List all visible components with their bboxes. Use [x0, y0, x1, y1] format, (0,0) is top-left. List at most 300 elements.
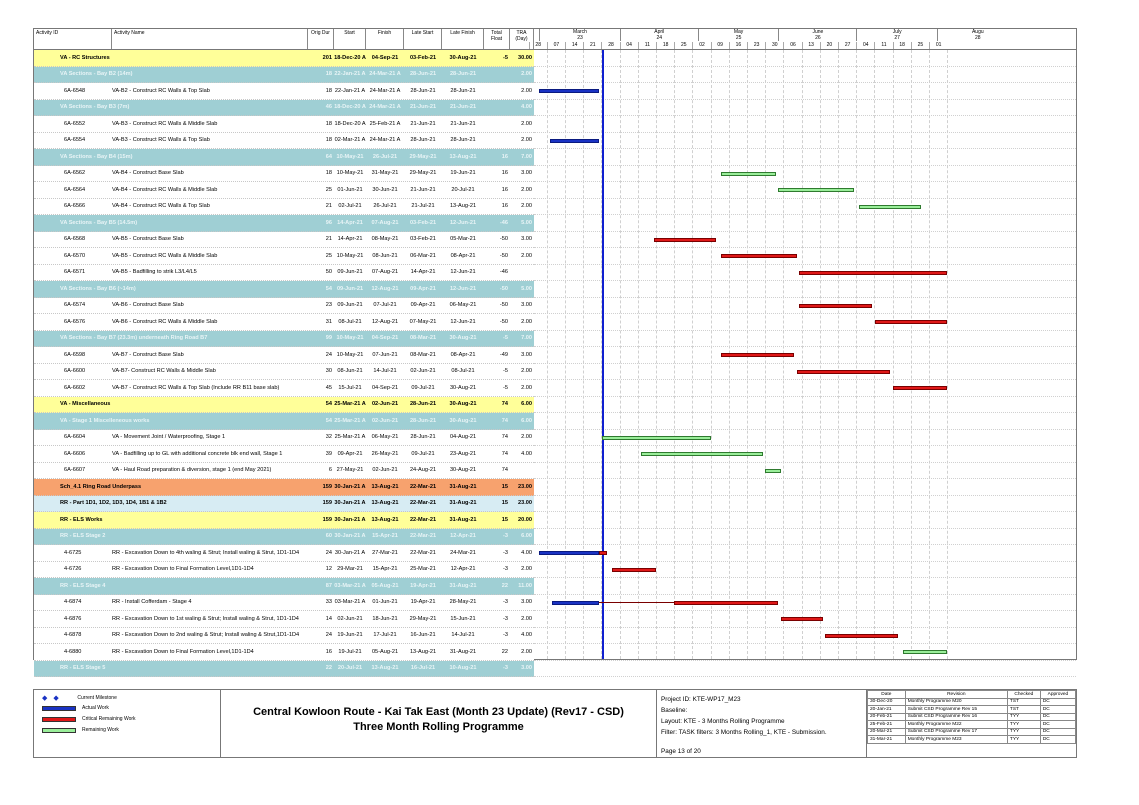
critical-swatch-icon — [42, 717, 76, 722]
project-info — [657, 690, 867, 757]
revision-cell: DC — [1040, 721, 1075, 729]
cell-tf: -3 — [503, 533, 508, 540]
cell-dur: 24 — [325, 632, 332, 639]
activity-row[interactable] — [34, 430, 534, 447]
cell-start: 10-May-21 — [336, 335, 364, 342]
cell-start: 09-Jun-21 — [337, 269, 363, 276]
wbs-summary-row[interactable] — [34, 479, 534, 496]
activity-row[interactable] — [34, 182, 534, 199]
critical-bar[interactable] — [721, 353, 794, 357]
cell-start: 22-Jan-21 A — [334, 71, 366, 78]
gantt-row — [534, 545, 1076, 562]
gantt-row — [534, 67, 1076, 84]
cell-tf: -3 — [503, 632, 508, 639]
wbs-summary-row[interactable] — [34, 512, 534, 529]
cell-name: VA - Haul Road preparation & diversion, stage 1 (end May 2021) — [112, 467, 272, 474]
critical-bar[interactable] — [599, 551, 607, 555]
cell-start: 30-Jan-21 A — [334, 500, 366, 507]
cell-lf: 08-Jul-21 — [451, 368, 475, 375]
cell-start: 10-May-21 — [336, 153, 364, 160]
cell-dur: 54 — [325, 417, 332, 424]
week-label: 25 — [911, 42, 929, 49]
week-label: 04 — [856, 42, 874, 49]
cell-start: 22-Jan-21 A — [334, 87, 366, 94]
critical-bar[interactable] — [799, 271, 947, 275]
cell-id: Sch_4.1 Ring Road Underpass — [60, 483, 142, 490]
cell-dur: 87 — [325, 582, 332, 589]
col-total-float[interactable]: Total Float — [484, 29, 510, 49]
cell-start: 14-Apr-21 — [337, 236, 363, 243]
cell-tra: 2.00 — [521, 615, 532, 622]
thin-bar[interactable] — [599, 602, 674, 603]
week-label: 06 — [783, 42, 801, 49]
layout-name: Layout: KTE - 3 Months Rolling Programme — [661, 718, 785, 725]
revision-cell: 30-Dec-20 — [868, 698, 906, 706]
cell-finish: 05-Aug-21 — [371, 648, 399, 655]
legend-remaining — [42, 727, 119, 733]
revision-row — [868, 728, 1076, 736]
cell-lf: 30-Aug-21 — [449, 335, 477, 342]
cell-tra: 2.00 — [521, 186, 532, 193]
cell-id: 6A-6554 — [64, 137, 86, 144]
activity-row[interactable] — [34, 265, 534, 282]
cell-dur: 22 — [325, 665, 332, 672]
cell-name: VA-B3 - Construct RC Walls & Top Slab — [112, 137, 210, 144]
activity-row[interactable] — [34, 199, 534, 216]
critical-bar[interactable] — [674, 601, 778, 605]
cell-finish: 01-Jun-21 — [372, 599, 398, 606]
cell-name: VA-B2 - Construct RC Walls & Top Slab — [112, 87, 210, 94]
cell-ls: 28-Jun-21 — [410, 434, 436, 441]
cell-finish: 15-Apr-21 — [372, 566, 398, 573]
gantt-row — [534, 347, 1076, 364]
cell-start: 18-Dec-20 A — [334, 54, 366, 61]
month-label: March — [539, 29, 620, 35]
cell-start: 29-Mar-21 — [337, 566, 363, 573]
cell-lf: 15-Jun-21 — [450, 615, 476, 622]
cell-id: 6A-6602 — [64, 384, 86, 391]
cell-id: 6A-6598 — [64, 351, 86, 358]
cell-lf: 12-Jun-21 — [449, 285, 477, 292]
actual-bar[interactable] — [539, 89, 599, 93]
cell-dur: 18 — [325, 87, 332, 94]
wbs-summary-row[interactable] — [34, 100, 534, 117]
cell-name: VA-B3 - Construct RC Walls & Middle Slab — [112, 120, 218, 127]
cell-lf: 12-Jun-21 — [449, 219, 477, 226]
cell-lf: 14-Jul-21 — [451, 632, 475, 639]
cell-id: RR - ELS Stage 4 — [60, 582, 106, 589]
gantt-row — [534, 529, 1076, 546]
critical-bar[interactable] — [797, 370, 891, 374]
revision-cell: TYY — [1007, 721, 1040, 729]
activity-row[interactable] — [34, 644, 534, 661]
cell-finish: 07-Jul-21 — [373, 302, 397, 309]
activity-row[interactable] — [34, 298, 534, 315]
revision-cell: DC — [1040, 736, 1075, 744]
gantt-row — [534, 133, 1076, 150]
cell-dur: 159 — [322, 516, 332, 523]
cell-name: RR - Install Cofferdam - Stage 4 — [112, 599, 192, 606]
cell-lf: 31-Aug-21 — [449, 648, 477, 655]
cell-finish: 02-Jun-21 — [371, 401, 399, 408]
activity-row[interactable] — [34, 463, 534, 480]
baseline: Baseline: — [661, 707, 688, 714]
cell-tf — [484, 133, 508, 149]
cell-dur: 21 — [325, 236, 332, 243]
cell-dur: 12 — [325, 566, 332, 573]
cell-id: 4-6880 — [64, 648, 82, 655]
revision-cell: TYY — [1007, 713, 1040, 721]
cell-id: 6A-6552 — [64, 120, 86, 127]
col-late-finish[interactable]: Late Finish — [442, 29, 484, 49]
gantt-row — [534, 512, 1076, 529]
remaining-bar[interactable] — [765, 469, 781, 473]
revision-cell: TYY — [1007, 728, 1040, 736]
activity-row[interactable] — [34, 166, 534, 183]
cell-tf: -46 — [499, 219, 508, 226]
cell-ls: 07-May-21 — [409, 318, 437, 325]
remaining-bar[interactable] — [641, 452, 763, 456]
critical-bar[interactable] — [612, 568, 656, 572]
cell-finish: 06-May-21 — [371, 434, 399, 441]
cell-name: VA-B4 - Construct Base Slab — [112, 170, 184, 177]
cell-dur: 99 — [325, 335, 332, 342]
wbs-summary-row[interactable] — [34, 578, 534, 595]
gantt-row — [534, 281, 1076, 298]
cell-tf: 74 — [501, 401, 508, 408]
cell-tf: 16 — [501, 203, 508, 210]
remaining-bar[interactable] — [721, 172, 776, 176]
cell-finish: 05-Aug-21 — [371, 582, 399, 589]
wbs-summary-row[interactable] — [34, 215, 534, 232]
wbs-summary-row[interactable] — [34, 529, 534, 546]
title-section — [221, 690, 657, 757]
activity-row[interactable] — [34, 347, 534, 364]
cell-tf — [484, 83, 508, 99]
week-label: 21 — [583, 42, 601, 49]
week-label: 16 — [729, 42, 747, 49]
cell-tf: -5 — [503, 335, 508, 342]
cell-tra: 23.00 — [518, 483, 532, 490]
week-label: 28 — [601, 42, 619, 49]
col-activity-name[interactable]: Activity Name — [112, 29, 308, 49]
revision-header-row — [868, 691, 1076, 699]
gantt-row — [534, 463, 1076, 480]
wbs-summary-row[interactable] — [34, 496, 534, 513]
cell-ls: 21-Jul-21 — [411, 203, 435, 210]
cell-finish: 17-Jul-21 — [373, 632, 397, 639]
cell-lf: 08-Apr-21 — [450, 252, 476, 259]
revision-cell: Submit CSD Programme Rev 16 — [905, 713, 1007, 721]
activity-row[interactable] — [34, 83, 534, 100]
week-label: 27 — [838, 42, 856, 49]
cell-start: 19-Jun-21 — [337, 632, 363, 639]
legend-actual-label: Actual Work — [82, 705, 109, 711]
cell-ls: 09-Apr-21 — [410, 285, 436, 292]
activity-row[interactable] — [34, 232, 534, 249]
activity-row[interactable] — [34, 611, 534, 628]
cell-tf: 15 — [501, 500, 508, 507]
activity-row[interactable] — [34, 248, 534, 265]
activity-row[interactable] — [34, 595, 534, 612]
cell-tra — [510, 265, 532, 281]
cell-tf: -49 — [499, 351, 508, 358]
cell-tra: 3.00 — [521, 302, 532, 309]
cell-tf: 74 — [501, 467, 508, 474]
data-date-line — [602, 50, 604, 659]
cell-dur: 14 — [325, 615, 332, 622]
cell-id: RR - ELS Stage 2 — [60, 533, 106, 540]
activity-row[interactable] — [34, 364, 534, 381]
critical-bar[interactable] — [825, 634, 898, 638]
cell-ls: 29-May-21 — [409, 170, 437, 177]
project-id: Project ID: KTE-WP17_M23 — [661, 696, 741, 703]
gantt-row — [534, 83, 1076, 100]
cell-name: RR - Excavation Down to 4th waling & Strut; Install waling & Strut, 1D1-1D4 — [112, 549, 300, 556]
cell-start: 02-Jun-21 — [337, 615, 363, 622]
week-label: 20 — [820, 42, 838, 49]
gantt-row — [534, 314, 1076, 331]
cell-name: RR - Excavation Down to 2nd waling & Strut; Install waling & Strut,1D1-1D4 — [112, 632, 300, 639]
cell-lf: 19-Jun-21 — [450, 170, 476, 177]
cell-ls: 08-Mar-21 — [410, 351, 436, 358]
activity-row[interactable] — [34, 446, 534, 463]
revision-cell: TST — [1007, 706, 1040, 714]
gantt-row — [534, 397, 1076, 414]
cell-ls: 29-May-21 — [409, 153, 437, 160]
critical-bar[interactable] — [875, 320, 948, 324]
week-label: 14 — [565, 42, 583, 49]
cell-dur: 50 — [325, 269, 332, 276]
cell-tra: 2.00 — [521, 203, 532, 210]
cell-tra: 2.00 — [521, 87, 532, 94]
cell-id: 6A-6548 — [64, 87, 86, 94]
cell-ls: 09-Apr-21 — [410, 302, 436, 309]
month-label: Augu — [937, 29, 1018, 35]
revision-cell: 20-Mar-21 — [868, 728, 906, 736]
gantt-row — [534, 479, 1076, 496]
cell-dur: 159 — [322, 500, 332, 507]
remaining-bar[interactable] — [602, 436, 711, 440]
activity-row[interactable] — [34, 545, 534, 562]
project-subtitle: Three Month Rolling Programme — [353, 721, 524, 733]
cell-start: 30-Jan-21 A — [334, 516, 366, 523]
col-late-start[interactable]: Late Start — [404, 29, 442, 49]
gantt-row — [534, 149, 1076, 166]
cell-tf: 16 — [501, 186, 508, 193]
revision-cell: 31-Mar-21 — [868, 736, 906, 744]
legend-critical — [42, 716, 136, 722]
cell-start: 19-Jul-21 — [338, 648, 362, 655]
remaining-bar[interactable] — [859, 205, 921, 209]
cell-name: VA-B5 - Construct RC Walls & Middle Slab — [112, 252, 218, 259]
gantt-row — [534, 248, 1076, 265]
cell-tf: 74 — [501, 434, 508, 441]
cell-lf: 31-Aug-21 — [449, 500, 477, 507]
col-start[interactable]: Start — [334, 29, 366, 49]
gantt-row — [534, 446, 1076, 463]
cell-lf: 12-Jun-21 — [450, 318, 476, 325]
gantt-row — [534, 215, 1076, 232]
cell-tra: 5.00 — [521, 285, 532, 292]
actual-bar[interactable] — [552, 601, 599, 605]
month-number: 27 — [856, 35, 937, 41]
revision-row — [868, 736, 1076, 744]
cell-dur: 21 — [325, 203, 332, 210]
activity-row[interactable] — [34, 314, 534, 331]
wbs-summary-row[interactable] — [34, 50, 534, 67]
cell-start: 10-May-21 — [336, 170, 364, 177]
revision-header-cell: Approved — [1040, 691, 1075, 699]
wbs-summary-row[interactable] — [34, 413, 534, 430]
cell-start: 02-Mar-21 A — [334, 137, 366, 144]
cell-finish: 25-Feb-21 A — [369, 120, 401, 127]
cell-id: 6A-6574 — [64, 302, 86, 309]
revision-cell: Monthly Programme M22 — [905, 721, 1007, 729]
cell-lf: 21-Jun-21 — [449, 104, 477, 111]
cell-tf: 22 — [501, 582, 508, 589]
cell-dur: 18 — [325, 71, 332, 78]
critical-bar[interactable] — [893, 386, 948, 390]
wbs-summary-row[interactable] — [34, 67, 534, 84]
remaining-bar[interactable] — [778, 188, 853, 192]
activity-row[interactable] — [34, 116, 534, 133]
cell-dur: 25 — [325, 252, 332, 259]
col-tra[interactable]: TRA (Day) — [510, 29, 534, 49]
cell-dur: 23 — [325, 302, 332, 309]
cell-finish: 24-Mar-21 A — [369, 71, 401, 78]
month-number: 24 — [620, 35, 698, 41]
revision-row — [868, 721, 1076, 729]
cell-id: 6A-6564 — [64, 186, 86, 193]
critical-bar[interactable] — [799, 304, 872, 308]
cell-tf — [484, 100, 508, 116]
cell-ls: 21-Jun-21 — [410, 186, 436, 193]
wbs-summary-row[interactable] — [34, 149, 534, 166]
activity-row[interactable] — [34, 133, 534, 150]
cell-finish: 13-Aug-21 — [371, 483, 399, 490]
cell-ls: 14-Apr-21 — [410, 269, 436, 276]
cell-ls: 22-Mar-21 — [409, 483, 437, 490]
cell-finish: 30-Jun-21 — [372, 186, 398, 193]
timescale — [534, 29, 1076, 49]
gantt-row — [534, 380, 1076, 397]
cell-start: 10-May-21 — [336, 252, 364, 259]
critical-bar[interactable] — [781, 617, 823, 621]
cell-dur: 201 — [322, 54, 332, 61]
gantt-row — [534, 232, 1076, 249]
gantt-row — [534, 166, 1076, 183]
cell-finish: 26-Jul-21 — [372, 153, 398, 160]
cell-lf: 28-Jun-21 — [450, 87, 476, 94]
cell-lf: 10-Aug-21 — [449, 665, 477, 672]
revision-header-cell: Checked — [1007, 691, 1040, 699]
cell-dur: 31 — [325, 318, 332, 325]
cell-id: 6A-6562 — [64, 170, 86, 177]
cell-lf: 13-Aug-21 — [449, 153, 477, 160]
cell-tra: 3.00 — [521, 351, 532, 358]
cell-dur: 33 — [325, 599, 332, 606]
wbs-summary-row[interactable] — [34, 397, 534, 414]
cell-name: VA-B6 - Construct Base Slab — [112, 302, 184, 309]
cell-ls: 28-Jun-21 — [410, 137, 436, 144]
legend-milestone — [42, 694, 117, 702]
cell-finish: 26-May-21 — [371, 450, 399, 457]
cell-lf: 30-Aug-21 — [449, 417, 477, 424]
cell-start: 09-Jun-21 — [336, 285, 364, 292]
week-label: 02 — [692, 42, 710, 49]
cell-finish: 31-May-21 — [371, 170, 399, 177]
col-orig-dur[interactable]: Orig Dur — [308, 29, 334, 49]
cell-lf: 28-Jun-21 — [449, 71, 477, 78]
cell-finish: 26-Jul-21 — [373, 203, 397, 210]
revision-header-cell: Date — [868, 691, 906, 699]
cell-dur: 54 — [325, 401, 332, 408]
remaining-bar[interactable] — [903, 650, 947, 654]
cell-finish: 02-Jun-21 — [372, 467, 398, 474]
cell-name: VA-B7- Construct RC Walls & Middle Slab — [112, 368, 216, 375]
cell-start: 02-Jul-21 — [338, 203, 362, 210]
activity-row[interactable] — [34, 380, 534, 397]
cell-lf: 20-Jul-21 — [451, 186, 475, 193]
cell-start: 30-Jan-21 A — [334, 533, 366, 540]
actual-bar[interactable] — [550, 139, 599, 143]
cell-tra: 2.00 — [521, 318, 532, 325]
cell-start: 18-Dec-20 A — [334, 104, 366, 111]
revision-cell: Submit CSD Programme Rev 17 — [905, 728, 1007, 736]
wbs-summary-row[interactable] — [34, 661, 534, 678]
cell-tra: 3.00 — [521, 170, 532, 177]
critical-bar[interactable] — [654, 238, 716, 242]
cell-finish: 24-Mar-21 A — [369, 87, 401, 94]
cell-ls: 29-May-21 — [409, 615, 437, 622]
wbs-summary-row[interactable] — [34, 331, 534, 348]
month-label: July — [856, 29, 937, 35]
actual-bar[interactable] — [539, 551, 599, 555]
cell-id: VA - Stage 1 Miscelleneous works — [60, 417, 150, 424]
cell-tf: -3 — [503, 566, 508, 573]
cell-start: 25-Mar-21 A — [334, 434, 366, 441]
cell-tf: -50 — [499, 318, 508, 325]
col-finish[interactable]: Finish — [366, 29, 404, 49]
cell-id: 6A-6604 — [64, 434, 86, 441]
activity-row[interactable] — [34, 562, 534, 579]
cell-ls: 06-Mar-21 — [410, 252, 436, 259]
cell-name: VA-B5 - Badfilling to strik L3/L4/L5 — [112, 269, 197, 276]
cell-start: 08-Jun-21 — [337, 368, 363, 375]
revision-cell: Monthly Programme M20 — [905, 698, 1007, 706]
cell-tra: 4.00 — [521, 450, 532, 457]
cell-lf: 24-Mar-21 — [450, 549, 476, 556]
wbs-summary-row[interactable] — [34, 281, 534, 298]
activity-row[interactable] — [34, 628, 534, 645]
cell-tra: 2.00 — [521, 71, 532, 78]
cell-dur: 64 — [325, 153, 332, 160]
cell-ls: 03-Feb-21 — [409, 219, 437, 226]
month-number: 28 — [937, 35, 1018, 41]
revision-cell: 25-Feb-21 — [868, 721, 906, 729]
critical-bar[interactable] — [721, 254, 796, 258]
month-number: 23 — [539, 35, 620, 41]
col-activity-id[interactable]: Activity ID — [34, 29, 112, 49]
cell-start: 25-Mar-21 A — [334, 401, 366, 408]
week-label: 01 — [929, 42, 947, 49]
cell-tf: 22 — [501, 648, 508, 655]
cell-name: VA - Badfilling up to GL with additional concrete blk end wall, Stage 1 — [112, 450, 283, 457]
cell-lf: 12-Apr-21 — [450, 566, 476, 573]
gantt-row — [534, 628, 1076, 645]
page-number: Page 13 of 20 — [661, 748, 701, 755]
